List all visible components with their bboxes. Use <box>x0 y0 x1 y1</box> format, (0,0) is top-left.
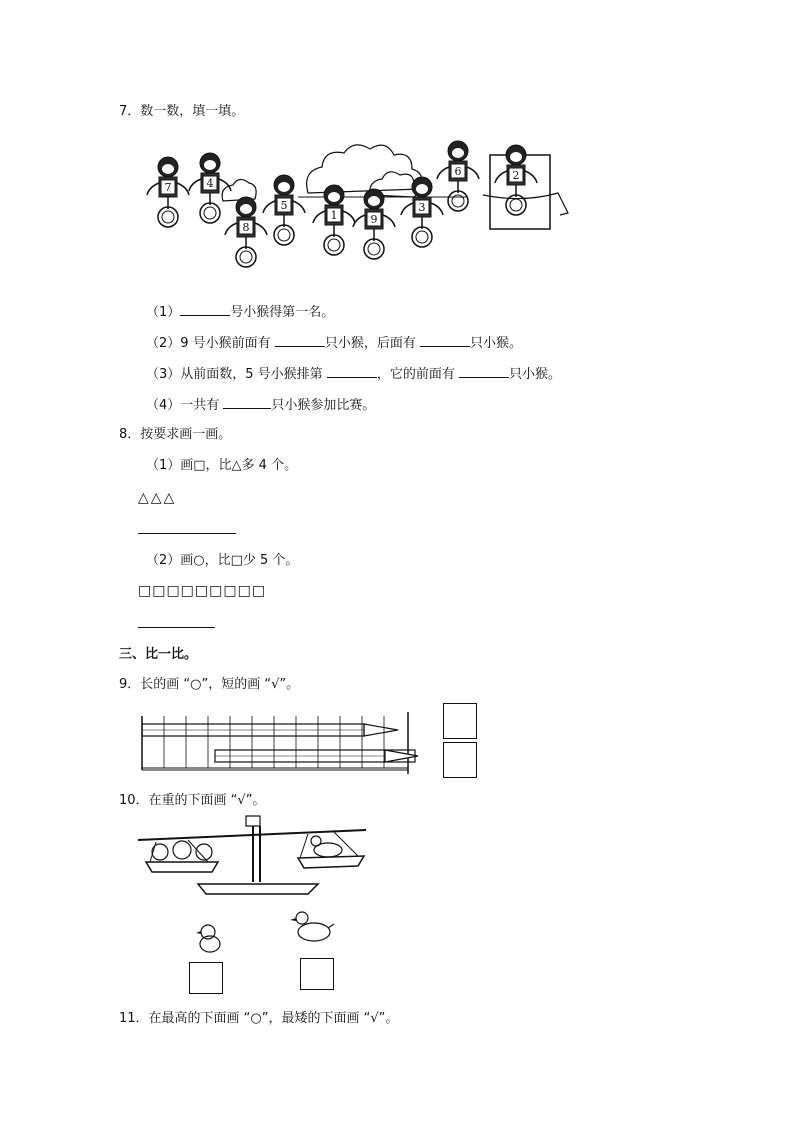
monkey-number: 9 <box>370 213 378 226</box>
q7-item-4: （4）一共有 只小猴参加比赛。 <box>146 398 376 413</box>
answer-blank[interactable] <box>180 303 230 316</box>
chick-figure <box>196 925 220 952</box>
balance-scale-illustration <box>138 812 378 1002</box>
duck-on-scale <box>311 836 342 857</box>
monkey-number: 8 <box>242 221 250 234</box>
q7-title: 7．数一数，填一填。 <box>119 104 245 119</box>
monkey-number: 5 <box>280 199 288 212</box>
q9-title: 9．长的画 “○”，短的画 “√”。 <box>119 677 300 692</box>
q8-part2: （2）画○，比□少 5 个。 <box>146 553 299 568</box>
long-pencil <box>142 724 398 736</box>
monkey-figure <box>313 185 355 255</box>
drawing-line[interactable] <box>138 533 236 534</box>
q8-triangles: △△△ <box>138 490 177 506</box>
q8-part1: （1）画□，比△多 4 个。 <box>146 458 298 473</box>
monkey-figure <box>225 197 267 267</box>
drawing-line[interactable] <box>138 627 215 628</box>
q8-title: 8．按要求画一画。 <box>119 427 232 442</box>
short-pencil <box>215 750 418 762</box>
answer-blank[interactable] <box>327 365 377 378</box>
answer-blank[interactable] <box>223 396 271 409</box>
monkey-number: 1 <box>330 209 338 222</box>
bush-shape <box>222 179 256 201</box>
q10-title: 10．在重的下面画 “√”。 <box>119 793 266 808</box>
answer-box-chick[interactable] <box>189 962 223 994</box>
monkey-figure <box>401 177 443 247</box>
monkey-number: 2 <box>512 169 520 182</box>
monkey-figure <box>353 189 395 259</box>
q8-squares: □□□□□□□□□ <box>138 583 267 599</box>
monkey-number: 3 <box>418 201 426 214</box>
duck-figure <box>290 912 334 941</box>
monkey-figure <box>263 175 305 245</box>
q7-item-1: （1） 号小猴得第一名。 <box>146 305 335 320</box>
answer-blank[interactable] <box>275 334 325 347</box>
monkey-race-illustration <box>138 135 578 285</box>
pencils-illustration <box>140 708 440 778</box>
monkey-number: 7 <box>164 181 172 194</box>
section-3-title: 三、比一比。 <box>119 647 198 662</box>
q7-item-3: （3）从前面数，5 号小猴排第 ，它的前面有 只小猴。 <box>146 367 561 382</box>
monkey-number: 4 <box>206 177 214 190</box>
answer-blank[interactable] <box>420 334 470 347</box>
answer-box-short-pencil[interactable] <box>443 742 477 778</box>
monkey-figure <box>147 157 189 227</box>
answer-blank[interactable] <box>459 365 509 378</box>
bush-shape <box>307 145 422 193</box>
answer-box-duck[interactable] <box>300 958 334 990</box>
answer-box-long-pencil[interactable] <box>443 703 477 739</box>
monkey-number: 6 <box>454 165 462 178</box>
q11-title: 11．在最高的下面画 “○”，最矮的下面画 “√”。 <box>119 1011 399 1026</box>
monkey-figure <box>437 141 479 211</box>
q7-item-2: （2）9 号小猴前面有 只小猴，后面有 只小猴。 <box>146 336 522 351</box>
